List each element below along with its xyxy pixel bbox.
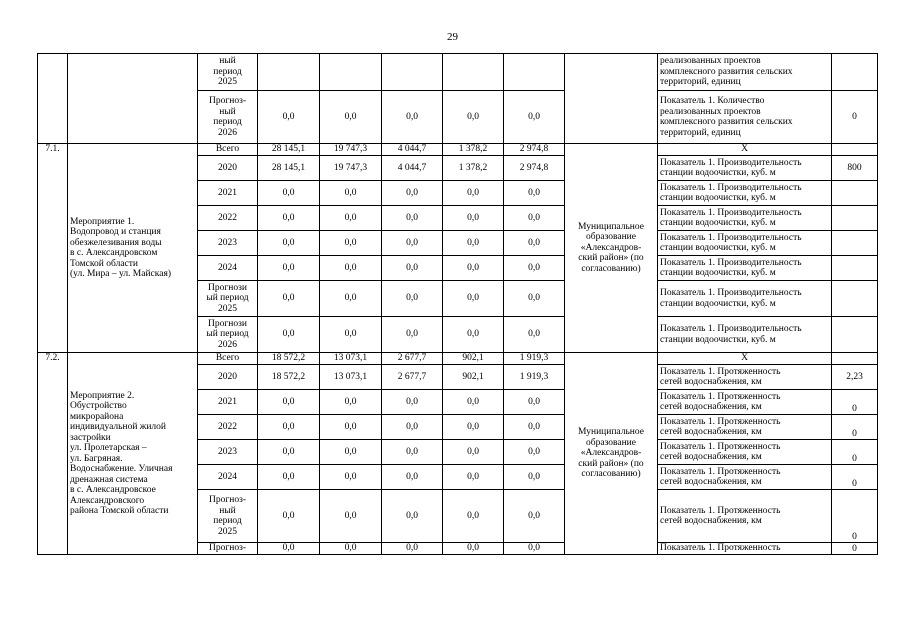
- value-cell: 2 974,8: [504, 144, 565, 156]
- measure-name-cell: [68, 54, 198, 144]
- value-cell: 0,0: [504, 543, 565, 555]
- target-value-cell: [832, 317, 878, 353]
- table-row: [38, 144, 878, 156]
- target-value-cell: [832, 231, 878, 256]
- value-cell: 0,0: [382, 415, 443, 440]
- value-cell: 0,0: [443, 91, 504, 144]
- value-cell: 0,0: [443, 415, 504, 440]
- value-cell: 0,0: [504, 181, 565, 206]
- value-cell: [258, 54, 320, 91]
- value-cell: 18 572,2: [258, 353, 320, 365]
- indicator-cell: Показатель 1. Производительность станции водоочистки, куб. м: [658, 231, 832, 256]
- value-cell: [443, 54, 504, 91]
- value-cell: 0,0: [382, 490, 443, 543]
- value-cell: 0,0: [382, 206, 443, 231]
- value-cell: 0,0: [258, 440, 320, 465]
- period-cell: Прогнози ый период 2025: [198, 281, 258, 317]
- value-cell: 0,0: [320, 231, 382, 256]
- target-value-cell: 0: [832, 490, 878, 543]
- measure-name: Мероприятие 2. Обустройство микрорайона индивидуальной жилой застройки ул. Пролетарская – ул. Багряная. Водоснабжение. Уличная дренажная система в с. Александровское Александровского района Томской области: [68, 353, 198, 555]
- indicator-cell: Показатель 1. Протяженность сетей водоснабжения, км: [658, 390, 832, 415]
- value-cell: 0,0: [258, 281, 320, 317]
- table-row: [38, 353, 878, 365]
- value-cell: 0,0: [320, 440, 382, 465]
- period-cell: 2023: [198, 440, 258, 465]
- value-cell: 0,0: [504, 465, 565, 490]
- value-cell: 0,0: [382, 543, 443, 555]
- target-value-cell: 800: [832, 156, 878, 181]
- value-cell: 0,0: [443, 440, 504, 465]
- indicator-cell: Показатель 1. Количество реализованных проектов комплексного развития сельских территорий, единиц: [658, 91, 832, 144]
- value-cell: 0,0: [443, 543, 504, 555]
- value-cell: 902,1: [443, 365, 504, 390]
- value-cell: 0,0: [382, 440, 443, 465]
- value-cell: 0,0: [258, 415, 320, 440]
- value-cell: 0,0: [443, 206, 504, 231]
- indicator-cell: Показатель 1. Производительность станции водоочистки, куб. м: [658, 156, 832, 181]
- value-cell: 0,0: [382, 465, 443, 490]
- value-cell: 0,0: [382, 317, 443, 353]
- value-cell: 0,0: [443, 490, 504, 543]
- indicator-cell: Показатель 1. Производительность станции водоочистки, куб. м: [658, 206, 832, 231]
- value-cell: 0,0: [258, 91, 320, 144]
- measure-name: Мероприятие 1. Водопровод и станция обезжелезивания воды в с. Александровском Томской области (ул. Мира – ул. Майская): [68, 144, 198, 353]
- target-value-cell: [832, 353, 878, 365]
- value-cell: 0,0: [258, 490, 320, 543]
- value-cell: 0,0: [320, 91, 382, 144]
- target-value-cell: [832, 256, 878, 281]
- value-cell: 0,0: [382, 390, 443, 415]
- value-cell: 19 747,3: [320, 144, 382, 156]
- period-cell: 2022: [198, 206, 258, 231]
- indicator-cell: Показатель 1. Производительность станции водоочистки, куб. м: [658, 281, 832, 317]
- value-cell: 2 677,7: [382, 365, 443, 390]
- value-cell: 0,0: [258, 206, 320, 231]
- value-cell: 0,0: [320, 256, 382, 281]
- target-value-cell: 0: [832, 440, 878, 465]
- value-cell: 0,0: [443, 256, 504, 281]
- value-cell: 0,0: [443, 465, 504, 490]
- target-value-cell: [832, 281, 878, 317]
- value-cell: 0,0: [443, 281, 504, 317]
- indicator-cell: Показатель 1. Производительность станции водоочистки, куб. м: [658, 256, 832, 281]
- value-cell: 4 044,7: [382, 156, 443, 181]
- target-value-cell: 0: [832, 390, 878, 415]
- value-cell: 2 677,7: [382, 353, 443, 365]
- period-cell: Прогнози ый период 2026: [198, 317, 258, 353]
- period-cell: 2023: [198, 231, 258, 256]
- indicator-cell: Показатель 1. Протяженность: [658, 543, 832, 555]
- measure-number: 7.1.: [38, 144, 68, 353]
- value-cell: 0,0: [258, 181, 320, 206]
- value-cell: 902,1: [443, 353, 504, 365]
- period-cell: 2024: [198, 256, 258, 281]
- indicator-cell: Показатель 1. Протяженность сетей водоснабжения, км: [658, 490, 832, 543]
- indicator-cell: Показатель 1. Производительность станции водоочистки, куб. м: [658, 181, 832, 206]
- value-cell: 19 747,3: [320, 156, 382, 181]
- value-cell: 0,0: [320, 181, 382, 206]
- indicator-cell: Показатель 1. Протяженность сетей водоснабжения, км: [658, 465, 832, 490]
- indicator-cell: Показатель 1. Протяженность сетей водоснабжения, км: [658, 365, 832, 390]
- value-cell: 0,0: [382, 181, 443, 206]
- value-cell: 1 919,3: [504, 353, 565, 365]
- value-cell: [504, 54, 565, 91]
- target-value-cell: 0: [832, 415, 878, 440]
- period-cell: Прогноз- ный период 2025: [198, 490, 258, 543]
- target-value-cell: 0: [832, 543, 878, 555]
- value-cell: 0,0: [258, 231, 320, 256]
- period-cell: Прогноз-: [198, 543, 258, 555]
- value-cell: 0,0: [320, 465, 382, 490]
- value-cell: 0,0: [320, 317, 382, 353]
- executor-cell: Муниципальное образование «Александров- ский район» (по согласованию): [565, 353, 658, 555]
- target-value-cell: 2,23: [832, 365, 878, 390]
- value-cell: 0,0: [504, 317, 565, 353]
- value-cell: 0,0: [504, 206, 565, 231]
- period-cell: Всего: [198, 144, 258, 156]
- period-cell: 2020: [198, 365, 258, 390]
- value-cell: 1 919,3: [504, 365, 565, 390]
- value-cell: 0,0: [320, 490, 382, 543]
- value-cell: [382, 54, 443, 91]
- target-value-cell: [832, 54, 878, 91]
- value-cell: 0,0: [320, 281, 382, 317]
- measure-number: 7.2.: [38, 353, 68, 555]
- value-cell: 1 378,2: [443, 144, 504, 156]
- indicator-cell: X: [658, 353, 832, 365]
- value-cell: 0,0: [443, 390, 504, 415]
- value-cell: 0,0: [382, 231, 443, 256]
- period-cell: 2024: [198, 465, 258, 490]
- period-cell: 2021: [198, 181, 258, 206]
- indicator-cell: X: [658, 144, 832, 156]
- value-cell: 0,0: [504, 281, 565, 317]
- value-cell: 28 145,1: [258, 156, 320, 181]
- value-cell: 0,0: [258, 317, 320, 353]
- value-cell: 0,0: [382, 256, 443, 281]
- value-cell: 0,0: [504, 415, 565, 440]
- page-number: 29: [447, 31, 458, 43]
- indicator-cell: реализованных проектов комплексного развития сельских территорий, единиц: [658, 54, 832, 91]
- executor-cell: [565, 54, 658, 144]
- value-cell: 0,0: [320, 390, 382, 415]
- value-cell: 2 974,8: [504, 156, 565, 181]
- value-cell: 0,0: [504, 231, 565, 256]
- period-cell: 2021: [198, 390, 258, 415]
- value-cell: 0,0: [504, 91, 565, 144]
- value-cell: 0,0: [320, 543, 382, 555]
- value-cell: 0,0: [504, 440, 565, 465]
- value-cell: 13 073,1: [320, 353, 382, 365]
- value-cell: 13 073,1: [320, 365, 382, 390]
- value-cell: 4 044,7: [382, 144, 443, 156]
- value-cell: 0,0: [320, 206, 382, 231]
- period-cell: 2022: [198, 415, 258, 440]
- value-cell: 0,0: [382, 281, 443, 317]
- value-cell: 1 378,2: [443, 156, 504, 181]
- value-cell: 0,0: [258, 465, 320, 490]
- period-cell: Всего: [198, 353, 258, 365]
- value-cell: 0,0: [382, 91, 443, 144]
- period-cell: ный период 2025: [198, 54, 258, 91]
- indicator-cell: Показатель 1. Протяженность сетей водоснабжения, км: [658, 440, 832, 465]
- executor-cell: Муниципальное образование «Александров- ский район» (по согласованию): [565, 144, 658, 353]
- value-cell: 0,0: [504, 390, 565, 415]
- period-cell: Прогноз- ный период 2026: [198, 91, 258, 144]
- target-value-cell: [832, 144, 878, 156]
- value-cell: 18 572,2: [258, 365, 320, 390]
- target-value-cell: 0: [832, 465, 878, 490]
- value-cell: 0,0: [443, 231, 504, 256]
- program-table: [37, 53, 878, 555]
- target-value-cell: [832, 206, 878, 231]
- period-cell: 2020: [198, 156, 258, 181]
- value-cell: 0,0: [258, 390, 320, 415]
- value-cell: 0,0: [443, 181, 504, 206]
- indicator-cell: Показатель 1. Производительность станции водоочистки, куб. м: [658, 317, 832, 353]
- row-number-cell: [38, 54, 68, 144]
- table-row: [38, 54, 878, 91]
- value-cell: [320, 54, 382, 91]
- value-cell: 0,0: [320, 415, 382, 440]
- indicator-cell: Показатель 1. Протяженность сетей водоснабжения, км: [658, 415, 832, 440]
- target-value-cell: [832, 181, 878, 206]
- value-cell: 0,0: [504, 490, 565, 543]
- value-cell: 0,0: [258, 543, 320, 555]
- value-cell: 0,0: [504, 256, 565, 281]
- value-cell: 0,0: [258, 256, 320, 281]
- target-value-cell: 0: [832, 91, 878, 144]
- value-cell: 0,0: [443, 317, 504, 353]
- value-cell: 28 145,1: [258, 144, 320, 156]
